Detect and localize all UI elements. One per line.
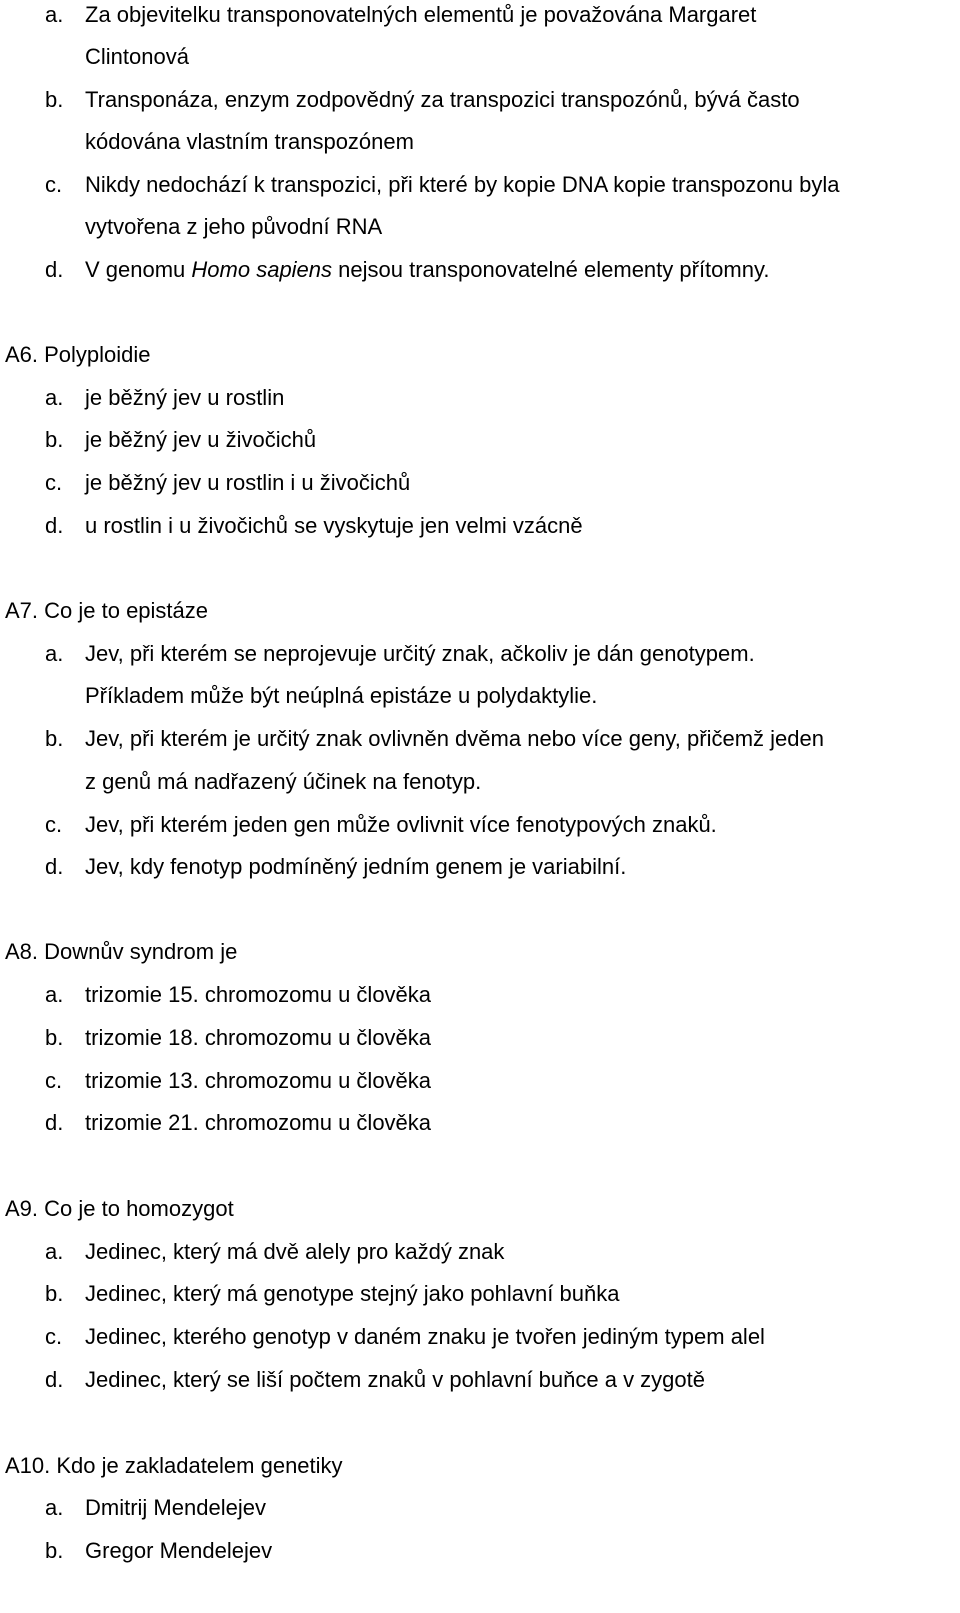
option-letter: d. — [45, 513, 64, 538]
option-letter: b. — [45, 726, 64, 751]
option-text: trizomie 15. chromozomu u člověka — [85, 982, 432, 1007]
option-text: Jev, při kterém je určitý znak ovlivněn dvěma nebo více geny, přičemž jeden — [85, 726, 824, 751]
option-text: Transponáza, enzym zodpovědný za transpozici transpozónů, bývá často — [85, 87, 800, 112]
question-title: A8. Downův syndrom je — [5, 939, 238, 964]
option-text: Nikdy nedochází k transpozici, při které by kopie DNA kopie transpozonu byla — [85, 172, 840, 197]
option-letter: c. — [45, 1068, 63, 1093]
option-letter: d. — [45, 257, 64, 282]
option-text-suffix: nejsou transponovatelné elementy přítomny. — [332, 257, 770, 282]
question-title: A6. Polyploidie — [5, 342, 151, 367]
option-text: trizomie 21. chromozomu u člověka — [85, 1110, 432, 1135]
option-letter: a. — [45, 982, 64, 1007]
option-text: je běžný jev u rostlin — [85, 385, 285, 410]
option-text: Příkladem může být neúplná epistáze u polydaktylie. — [85, 683, 598, 708]
option-letter: b. — [45, 1538, 64, 1563]
option-text: u rostlin i u živočichů se vyskytuje jen velmi vzácně — [85, 513, 583, 538]
option-letter: a. — [45, 641, 64, 666]
option-text: Dmitrij Mendelejev — [85, 1495, 266, 1520]
option-letter: c. — [45, 172, 63, 197]
question-title: A9. Co je to homozygot — [5, 1196, 234, 1221]
option-letter: b. — [45, 1025, 64, 1050]
option-text: trizomie 13. chromozomu u člověka — [85, 1068, 432, 1093]
option-letter: c. — [45, 1324, 63, 1349]
question-title: A10. Kdo je zakladatelem genetiky — [5, 1453, 343, 1478]
option-text: Jev, při kterém jeden gen může ovlivnit více fenotypových znaků. — [85, 812, 717, 837]
option-text: Jedinec, který má dvě alely pro každý znak — [85, 1239, 505, 1264]
question-title: A7. Co je to epistáze — [5, 598, 209, 623]
option-text: je běžný jev u rostlin i u živočichů — [85, 470, 411, 495]
option-letter: d. — [45, 854, 64, 879]
option-text: Gregor Mendelejev — [85, 1538, 273, 1563]
option-letter: d. — [45, 1367, 64, 1392]
option-text: Jedinec, který se liší počtem znaků v pohlavní buňce a v zygotě — [85, 1367, 705, 1392]
option-letter: a. — [45, 1239, 64, 1264]
option-letter: a. — [45, 385, 64, 410]
option-text: je běžný jev u živočichů — [85, 427, 317, 452]
option-letter: c. — [45, 812, 63, 837]
option-text: kódována vlastním transpozónem — [85, 129, 414, 154]
option-text: vytvořena z jeho původní RNA — [85, 214, 383, 239]
option-text: trizomie 18. chromozomu u člověka — [85, 1025, 432, 1050]
option-letter: a. — [45, 1495, 64, 1520]
option-text: Clintonová — [85, 44, 189, 69]
option-letter: c. — [45, 470, 63, 495]
option-letter: b. — [45, 427, 64, 452]
species-name: Homo sapiens — [191, 257, 333, 282]
option-letter: d. — [45, 1110, 64, 1135]
option-text — [85, 255, 769, 285]
option-text: z genů má nadřazený účinek na fenotyp. — [85, 769, 482, 794]
option-letter: a. — [45, 2, 64, 27]
option-text: Jedinec, kterého genotyp v daném znaku je tvořen jediným typem alel — [85, 1324, 765, 1349]
option-text: Za objevitelku transponovatelných elementů je považována Margaret — [85, 2, 757, 27]
option-text: Jev, při kterém se neprojevuje určitý znak, ačkoliv je dán genotypem. — [85, 641, 755, 666]
option-text: Jev, kdy fenotyp podmíněný jedním genem je variabilní. — [85, 854, 627, 879]
option-text: Jedinec, který má genotype stejný jako pohlavní buňka — [85, 1281, 620, 1306]
option-letter: b. — [45, 87, 64, 112]
option-text-prefix: V genomu — [85, 257, 192, 282]
option-letter: b. — [45, 1281, 64, 1306]
